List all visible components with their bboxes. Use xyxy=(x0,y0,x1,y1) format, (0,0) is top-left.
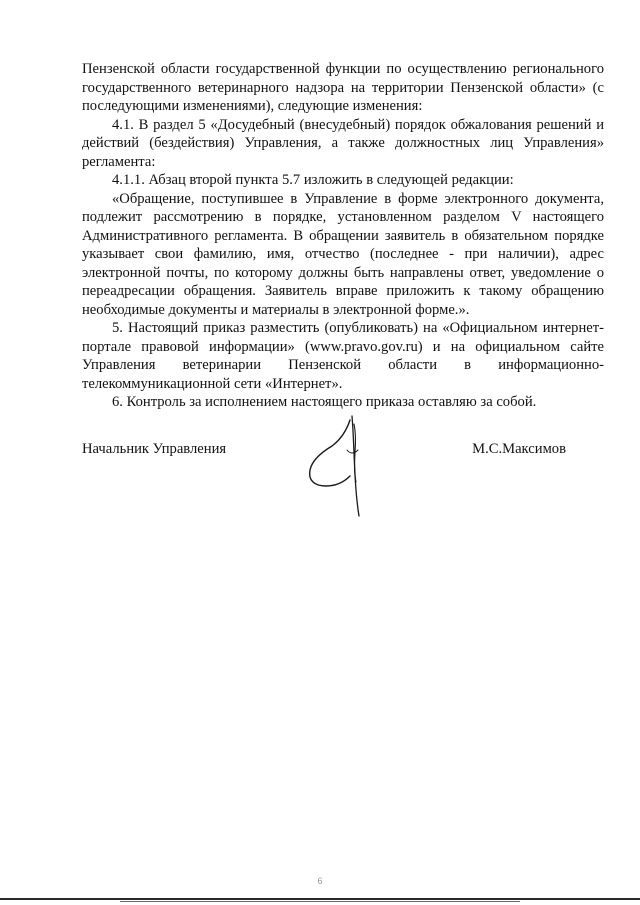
signatory-title: Начальник Управления xyxy=(82,441,227,457)
paragraph-4-1: 4.1. В раздел 5 «Досудебный (внесудебный) порядок обжалования решений и действий (бездействия) Управления, а также должностных лиц Управления» регламента: xyxy=(82,116,604,170)
page-bottom-edge-shadow xyxy=(120,901,520,902)
paragraph-5: 5. Настоящий приказ разместить (опубликовать) на «Официальном интернет-портале правовой информации» (www.pravo.gov.ru) и на официальном сайте Управления ветеринарии Пензенской области в информационно-телекоммуникационной сети «Интернет». xyxy=(82,320,604,392)
page-number: 6 xyxy=(317,876,323,886)
paragraph-6: 6. Контроль за исполнением настоящего приказа оставляю за собой. xyxy=(112,394,537,410)
paragraph-quoted-text: «Обращение, поступившее в Управление в форме электронного документа, подлежит рассмотрению в порядке, установленном разделом V настоящего Административного регламента. В обращении заявитель в обязательном порядке указывает свои фамилию, имя, отчество (последнее - при наличии), адрес электронной почты, по которому должны быть направлены ответ, уведомление о переадресации обращения. Заявитель вправе приложить к такому обращению необходимые документы и материалы в электронной форме.». xyxy=(82,190,604,318)
paragraph-continuation: Пензенской области государственной функции по осуществлению регионального государственного ветеринарного надзора на территории Пензенской области» (с последующими изменениями), следующие изменения: xyxy=(82,61,604,114)
page-bottom-edge xyxy=(0,898,640,900)
signatory-name: М.С.Максимов xyxy=(472,441,566,457)
document-body xyxy=(82,60,604,412)
signature-block xyxy=(82,440,604,530)
handwritten-signature xyxy=(292,410,372,520)
paragraph-4-1-1: 4.1.1. Абзац второй пункта 5.7 изложить в следующей редакции: xyxy=(112,172,514,188)
